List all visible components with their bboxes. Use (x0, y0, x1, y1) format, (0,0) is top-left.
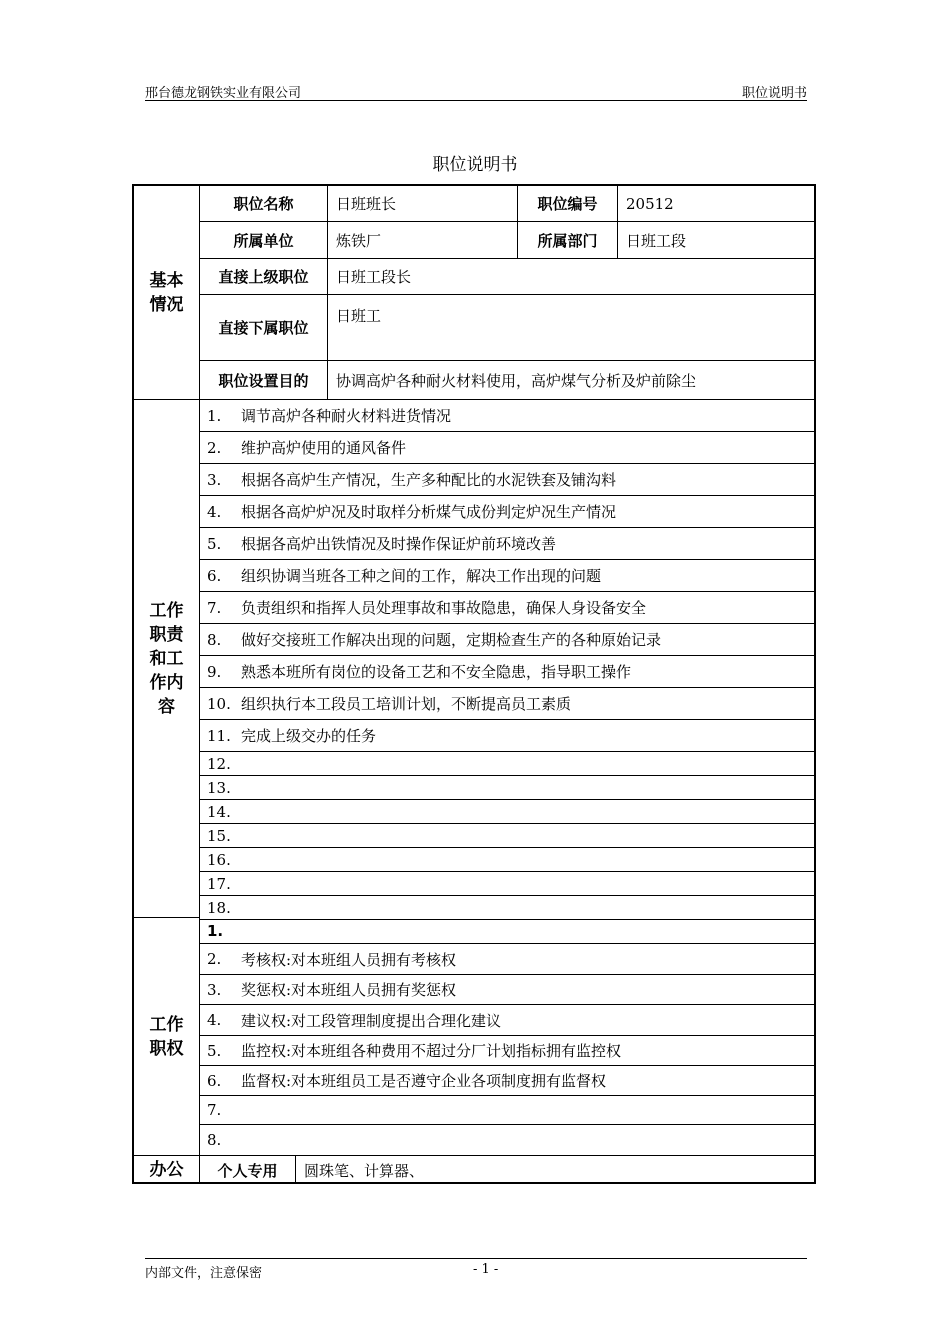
item-number: 16. (207, 850, 231, 869)
dept-label: 所属部门 (518, 222, 618, 259)
list-item (200, 1036, 816, 1066)
document-title: 职位说明书 (432, 155, 518, 175)
list-item (200, 720, 816, 752)
position-code-label: 职位编号 (518, 186, 618, 222)
job-description-table (132, 184, 816, 1184)
header-doc-type: 职位说明书 (741, 86, 807, 101)
list-item (200, 528, 816, 560)
item-text: 根据各高炉炉况及时取样分析煤气成份判定炉况生产情况 (241, 503, 617, 521)
item-number: 17. (207, 874, 231, 893)
item-number: 15. (207, 826, 231, 845)
item-text: 监督权:对本班组员工是否遵守企业各项制度拥有监督权 (241, 1072, 607, 1090)
item-number: 5. (207, 534, 222, 553)
company-name: 邢台德龙钢铁实业有限公司 (145, 86, 302, 101)
dept-value: 日班工段 (618, 222, 816, 259)
page-number: - 1 - (473, 1262, 499, 1277)
item-text: 奖惩权:对本班组人员拥有奖惩权 (241, 981, 457, 999)
list-item (200, 1125, 816, 1156)
list-item (200, 432, 816, 464)
item-number: 12. (207, 754, 231, 773)
section-basic-label: 基本情况 (134, 186, 200, 400)
item-text: 熟悉本班所有岗位的设备工艺和不安全隐患，指导职工操作 (241, 663, 632, 681)
item-text: 维护高炉使用的通风备件 (241, 439, 407, 457)
item-number: 14. (207, 802, 231, 821)
item-number: 2. (207, 438, 222, 457)
list-item (200, 824, 816, 848)
item-text: 调节高炉各种耐火材料进货情况 (241, 407, 452, 425)
item-number: 13. (207, 778, 231, 797)
section-office-label: 办公 (134, 1156, 200, 1184)
list-item (200, 464, 816, 496)
item-number: 6. (207, 566, 222, 585)
item-text: 建议权:对工段管理制度提出合理化建议 (241, 1011, 502, 1030)
item-number: 7. (207, 598, 222, 617)
item-text: 做好交接班工作解决出现的问题，定期检查生产的各种原始记录 (241, 631, 662, 649)
list-item (200, 944, 816, 975)
item-number: 10. (207, 694, 231, 713)
superior-value: 日班工段长 (328, 259, 816, 295)
position-name-label: 职位名称 (200, 186, 328, 222)
footer-note: 内部文件，注意保密 (145, 1266, 263, 1281)
item-number: 1. (207, 921, 224, 940)
position-code-value: 20512 (618, 186, 816, 222)
list-item (200, 896, 816, 920)
purpose-value: 协调高炉各种耐火材料使用，高炉煤气分析及炉前除尘 (328, 361, 816, 400)
item-number: 3. (207, 980, 222, 999)
item-number: 4. (207, 1011, 222, 1029)
item-text: 根据各高炉生产情况，生产多种配比的水泥铁套及铺沟料 (241, 471, 617, 489)
list-item (200, 560, 816, 592)
list-item (200, 975, 816, 1005)
list-item (200, 918, 816, 944)
item-text: 负责组织和指挥人员处理事故和事故隐患，确保人身设备安全 (241, 599, 647, 617)
list-item (200, 848, 816, 872)
item-number: 7. (207, 1101, 222, 1119)
item-number: 5. (207, 1041, 222, 1060)
item-text: 考核权:对本班组人员拥有考核权 (241, 950, 457, 969)
item-number: 8. (207, 1131, 222, 1149)
item-number: 4. (207, 502, 222, 521)
superior-label: 直接上级职位 (200, 259, 328, 295)
item-number: 11. (207, 726, 231, 745)
list-item (200, 400, 816, 432)
list-item (200, 752, 816, 776)
list-item (200, 1096, 816, 1125)
list-item (200, 800, 816, 824)
section-authority-label: 工作职权 (134, 918, 200, 1156)
item-text: 组织协调当班各工种之间的工作，解决工作出现的问题 (241, 567, 602, 585)
list-item (200, 624, 816, 656)
list-item (200, 872, 816, 896)
purpose-label: 职位设置目的 (200, 361, 328, 400)
item-text: 完成上级交办的任务 (241, 727, 377, 745)
unit-label: 所属单位 (200, 222, 328, 259)
list-item (200, 776, 816, 800)
unit-value: 炼铁厂 (328, 222, 518, 259)
item-number: 18. (207, 898, 231, 917)
item-number: 9. (207, 662, 222, 681)
position-name-value: 日班班长 (328, 186, 518, 222)
personal-label: 个人专用 (200, 1156, 296, 1184)
item-number: 3. (207, 470, 222, 489)
item-number: 1. (207, 406, 222, 425)
footer-rule (145, 1258, 807, 1259)
list-item (200, 496, 816, 528)
list-item (200, 1066, 816, 1096)
subordinate-value: 日班工 (328, 295, 816, 361)
item-number: 8. (207, 630, 222, 649)
list-item (200, 1005, 816, 1036)
item-number: 6. (207, 1071, 222, 1090)
section-duties-label: 工作职责和工作内容 (134, 400, 200, 918)
page-header (145, 82, 807, 101)
list-item (200, 656, 816, 688)
item-text: 组织执行本工段员工培训计划，不断提高员工素质 (241, 695, 572, 713)
item-text: 监控权:对本班组各种费用不超过分厂计划指标拥有监控权 (241, 1042, 622, 1060)
list-item (200, 688, 816, 720)
personal-value: 圆珠笔、计算器、 (304, 1161, 425, 1180)
list-item (200, 592, 816, 624)
item-text: 根据各高炉出铁情况及时操作保证炉前环境改善 (241, 535, 557, 553)
item-number: 2. (207, 950, 222, 968)
subordinate-label: 直接下属职位 (200, 295, 328, 361)
